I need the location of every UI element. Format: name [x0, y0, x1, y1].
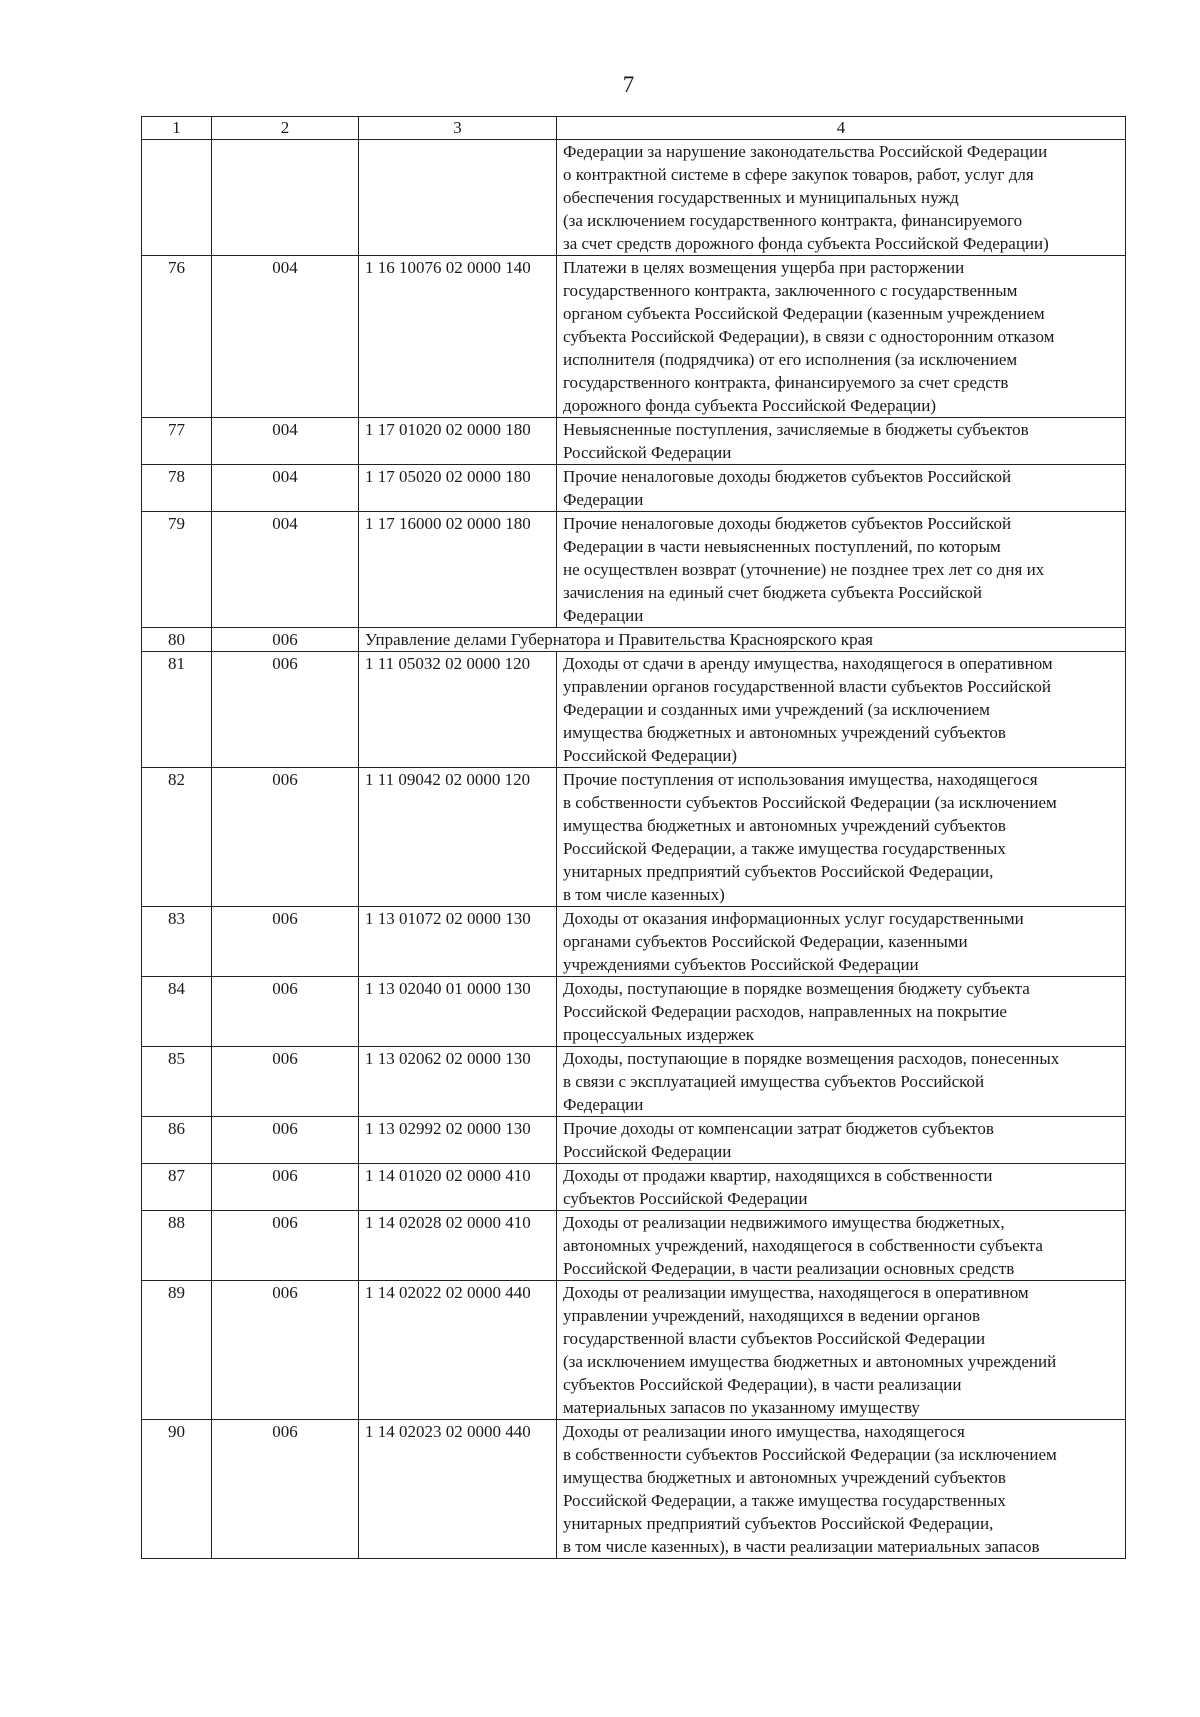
budget-code: 1 14 02028 02 0000 410 [359, 1211, 557, 1281]
row-description: Доходы от реализации иного имущества, находящегося в собственности субъектов Российской Федерации (за исключением имущества бюджетных и автономных учреждений субъектов Российской Федерации, а также имущества государственных унитарных предприятий субъектов Российской Федерации, в том числе казенных), в части реализации материальных запасов [557, 1420, 1126, 1559]
row-description: Федерации за нарушение законодательства Российской Федерации о контрактной системе в сфере закупок товаров, работ, услуг для обеспечения государственных и муниципальных нужд (за исключением государственного контракта, финансируемого за счет средств дорожного фонда субъекта Российской Федерации) [557, 140, 1126, 256]
row-description: Прочие поступления от использования имущества, находящегося в собственности субъектов Российской Федерации (за исключением имущества бюджетных и автономных учреждений субъектов Российской Федерации, а также имущества государственных унитарных предприятий субъектов Российской Федерации, в том числе казенных) [557, 768, 1126, 907]
admin-code: 006 [212, 1164, 359, 1211]
table-row [142, 418, 1126, 465]
admin-code: 004 [212, 512, 359, 628]
page-number: 7 [622, 72, 635, 97]
row-description: Платежи в целях возмещения ущерба при расторжении государственного контракта, заключенного с государственным органом субъекта Российской Федерации (казенным учреждением субъекта Российской Федерации), в связи с односторонним отказом исполнителя (подрядчика) от его исполнения (за исключением государственного контракта, финансируемого за счет средств дорожного фонда субъекта Российской Федерации) [557, 256, 1126, 418]
row-number: 76 [142, 256, 212, 418]
admin-code: 006 [212, 907, 359, 977]
revenue-codes-table [141, 116, 1126, 1559]
row-number: 88 [142, 1211, 212, 1281]
row-number: 80 [142, 628, 212, 652]
admin-code: 006 [212, 652, 359, 768]
table-row [142, 1420, 1126, 1559]
budget-code: 1 11 09042 02 0000 120 [359, 768, 557, 907]
header-col-1: 1 [142, 117, 212, 140]
budget-code [359, 140, 557, 256]
row-description: Прочие неналоговые доходы бюджетов субъектов Российской Федерации [557, 465, 1126, 512]
admin-code: 006 [212, 1211, 359, 1281]
budget-code: 1 17 01020 02 0000 180 [359, 418, 557, 465]
admin-code: 004 [212, 465, 359, 512]
budget-code: 1 13 01072 02 0000 130 [359, 907, 557, 977]
table-header-row [142, 117, 1126, 140]
section-row [142, 628, 1126, 652]
row-description: Невыясненные поступления, зачисляемые в бюджеты субъектов Российской Федерации [557, 418, 1126, 465]
row-number: 90 [142, 1420, 212, 1559]
budget-code: 1 16 10076 02 0000 140 [359, 256, 557, 418]
table-row [142, 512, 1126, 628]
row-description: Доходы от сдачи в аренду имущества, находящегося в оперативном управлении органов государственной власти субъектов Российской Федерации и созданных ими учреждений (за исключением имущества бюджетных и автономных учреждений субъектов Российской Федерации) [557, 652, 1126, 768]
table-row [142, 1047, 1126, 1117]
header-col-4: 4 [557, 117, 1126, 140]
row-number: 87 [142, 1164, 212, 1211]
budget-code: 1 14 01020 02 0000 410 [359, 1164, 557, 1211]
table-row [142, 768, 1126, 907]
row-description: Прочие неналоговые доходы бюджетов субъектов Российской Федерации в части невыясненных поступлений, по которым не осуществлен возврат (уточнение) не позднее трех лет со дня их зачисления на единый счет бюджета субъекта Российской Федерации [557, 512, 1126, 628]
table-row [142, 977, 1126, 1047]
table-row [142, 1117, 1126, 1164]
row-description: Доходы от оказания информационных услуг государственными органами субъектов Российской Федерации, казенными учреждениями субъектов Российской Федерации [557, 907, 1126, 977]
admin-code [212, 140, 359, 256]
admin-code: 006 [212, 1281, 359, 1420]
row-description: Доходы от реализации недвижимого имущества бюджетных, автономных учреждений, находящегося в собственности субъекта Российской Федерации, в части реализации основных средств [557, 1211, 1126, 1281]
admin-code: 006 [212, 1047, 359, 1117]
section-title: Управление делами Губернатора и Правительства Красноярского края [359, 628, 1126, 652]
admin-code: 006 [212, 1420, 359, 1559]
budget-code: 1 13 02062 02 0000 130 [359, 1047, 557, 1117]
table-row [142, 1281, 1126, 1420]
row-number: 81 [142, 652, 212, 768]
admin-code: 006 [212, 628, 359, 652]
admin-code: 006 [212, 768, 359, 907]
table-row [142, 907, 1126, 977]
row-description: Доходы от продажи квартир, находящихся в собственности субъектов Российской Федерации [557, 1164, 1126, 1211]
admin-code: 006 [212, 977, 359, 1047]
row-number: 82 [142, 768, 212, 907]
table-row [142, 256, 1126, 418]
table-row-continued [142, 140, 1126, 256]
header-col-3: 3 [359, 117, 557, 140]
table-row [142, 1164, 1126, 1211]
row-description: Доходы, поступающие в порядке возмещения расходов, понесенных в связи с эксплуатацией имущества субъектов Российской Федерации [557, 1047, 1126, 1117]
table-row [142, 465, 1126, 512]
row-description: Доходы, поступающие в порядке возмещения бюджету субъекта Российской Федерации расходов, направленных на покрытие процессуальных издержек [557, 977, 1126, 1047]
row-number: 77 [142, 418, 212, 465]
budget-code: 1 13 02992 02 0000 130 [359, 1117, 557, 1164]
admin-code: 006 [212, 1117, 359, 1164]
row-description: Прочие доходы от компенсации затрат бюджетов субъектов Российской Федерации [557, 1117, 1126, 1164]
budget-code: 1 17 05020 02 0000 180 [359, 465, 557, 512]
row-number: 84 [142, 977, 212, 1047]
budget-code: 1 11 05032 02 0000 120 [359, 652, 557, 768]
admin-code: 004 [212, 418, 359, 465]
budget-code: 1 17 16000 02 0000 180 [359, 512, 557, 628]
row-description: Доходы от реализации имущества, находящегося в оперативном управлении учреждений, находящихся в ведении органов государственной власти субъектов Российской Федерации (за исключением имущества бюджетных и автономных учреждений субъектов Российской Федерации), в части реализации материальных запасов по указанному имуществу [557, 1281, 1126, 1420]
row-number: 78 [142, 465, 212, 512]
budget-code: 1 13 02040 01 0000 130 [359, 977, 557, 1047]
row-number: 86 [142, 1117, 212, 1164]
row-number: 83 [142, 907, 212, 977]
table-row [142, 652, 1126, 768]
table-row [142, 1211, 1126, 1281]
admin-code: 004 [212, 256, 359, 418]
header-col-2: 2 [212, 117, 359, 140]
row-number: 79 [142, 512, 212, 628]
row-number: 89 [142, 1281, 212, 1420]
budget-code: 1 14 02023 02 0000 440 [359, 1420, 557, 1559]
row-number: 85 [142, 1047, 212, 1117]
budget-code: 1 14 02022 02 0000 440 [359, 1281, 557, 1420]
row-number [142, 140, 212, 256]
